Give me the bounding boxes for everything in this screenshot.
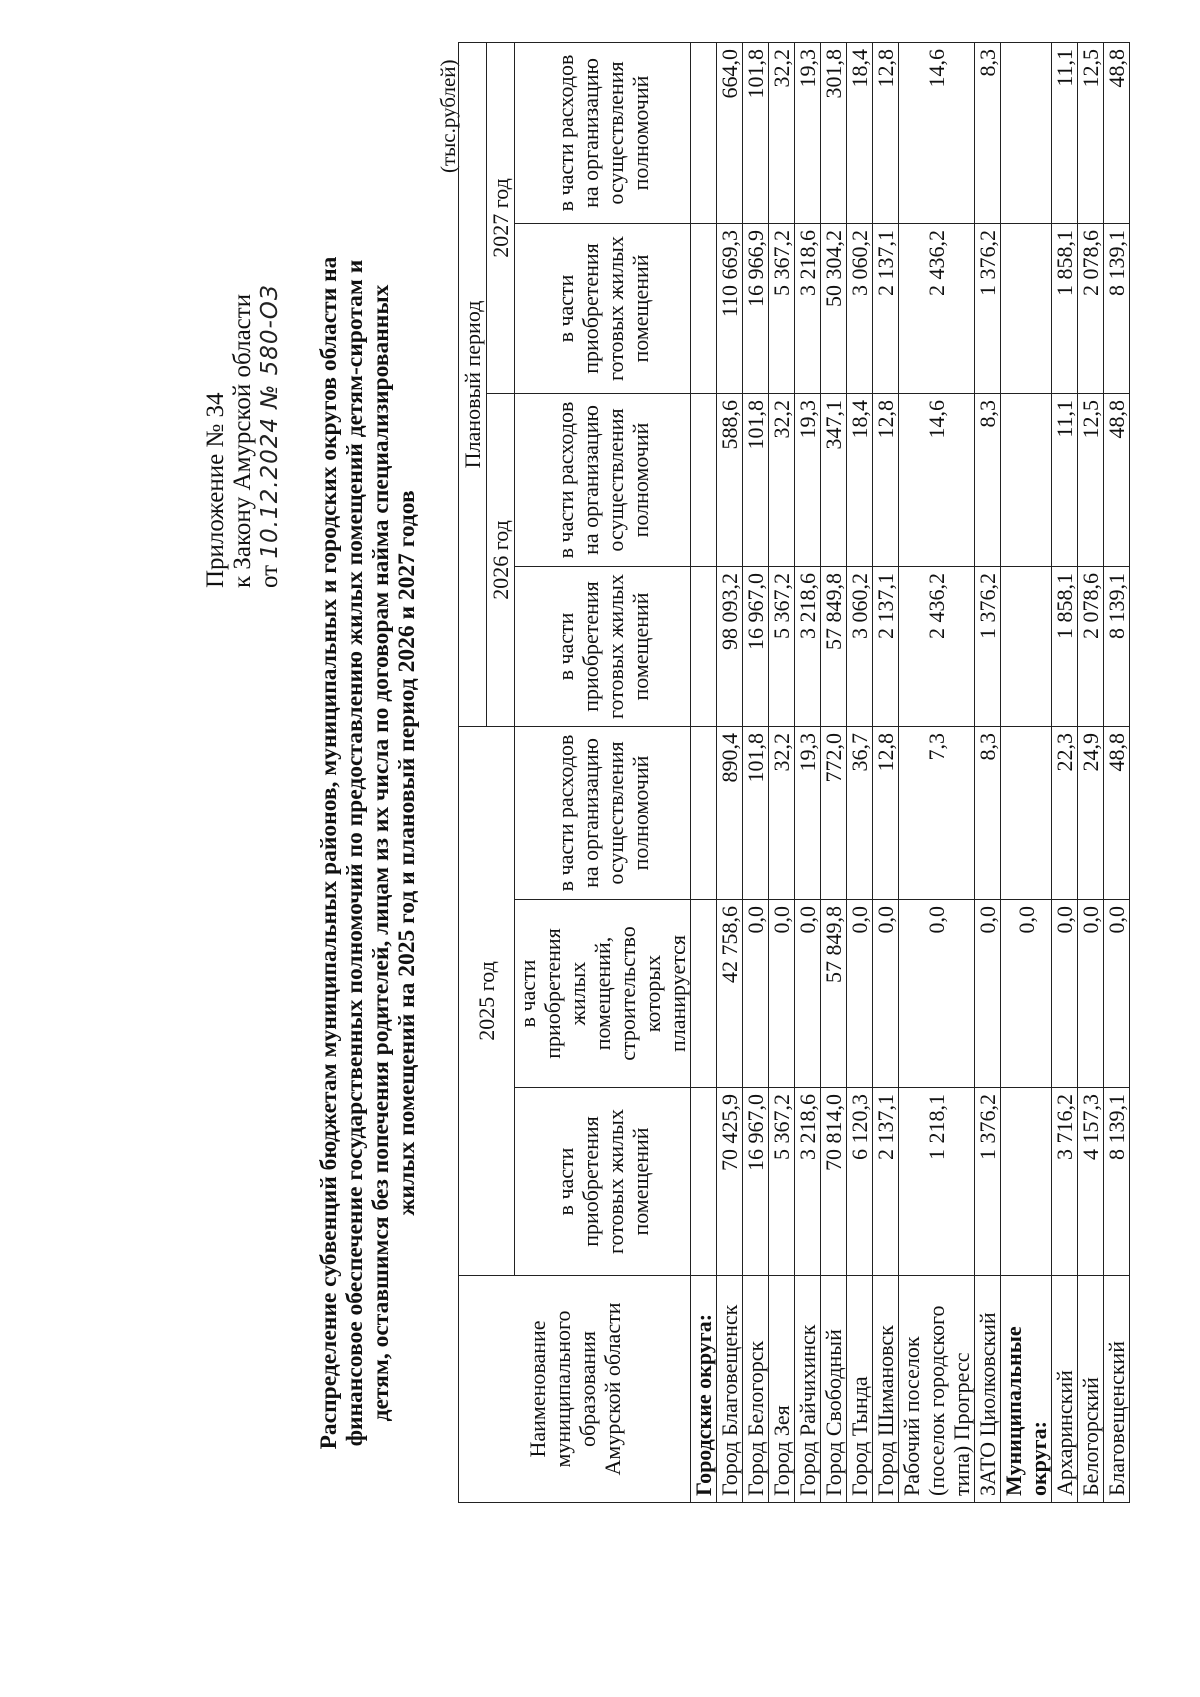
value-cell: 48,8 <box>1104 42 1130 223</box>
value-cell: 12,8 <box>873 726 899 899</box>
handwritten-date-number: 10.12.2024 № 580-ОЗ <box>257 284 283 559</box>
header-2025-organization: в части расходов на организацию осуществления полномочий <box>515 726 691 899</box>
value-cell: 70 814,0 <box>821 1088 847 1276</box>
value-cell: 12,5 <box>1078 393 1104 566</box>
value-cell: 7,3 <box>899 726 975 899</box>
value-cell: 8,3 <box>975 726 1001 899</box>
empty-cell <box>691 1088 717 1276</box>
value-cell: 57 849,8 <box>821 900 847 1088</box>
value-cell: 50 304,2 <box>821 223 847 393</box>
value-cell: 19,3 <box>795 42 821 223</box>
header-year-2027: 2027 год <box>487 42 515 393</box>
group-row <box>1001 42 1052 1502</box>
empty-cell <box>1001 726 1052 899</box>
empty-cell <box>691 42 717 223</box>
header-2025-ready-housing: в части приобретения готовых жилых помещений <box>515 1088 691 1276</box>
municipality-name: Город Шимановск <box>873 1276 899 1503</box>
empty-cell <box>691 223 717 393</box>
municipality-name: Город Райчихинск <box>795 1276 821 1503</box>
value-cell: 18,4 <box>847 42 873 223</box>
value-cell: 36,7 <box>847 726 873 899</box>
municipality-name: Благовещенский <box>1104 1276 1130 1503</box>
value-cell: 48,8 <box>1104 726 1130 899</box>
table-row <box>821 42 847 1502</box>
header-2026-ready-housing: в части приобретения готовых жилых помещений <box>515 566 691 726</box>
municipality-name: Рабочий поселок (поселок городского типа) Прогресс <box>899 1276 975 1503</box>
value-cell: 32,2 <box>769 393 795 566</box>
value-cell: 14,6 <box>899 393 975 566</box>
header-2027-organization: в части расходов на организацию осуществления полномочий <box>515 42 691 223</box>
appendix-date-prefix: от <box>256 564 283 588</box>
value-cell: 4 157,3 <box>1078 1088 1104 1276</box>
value-cell: 0,0 <box>899 900 975 1088</box>
value-cell: 42 758,6 <box>717 900 743 1088</box>
table-row <box>847 42 873 1502</box>
value-cell: 5 367,2 <box>769 1088 795 1276</box>
table-body <box>691 42 1130 1502</box>
value-cell: 11,1 <box>1052 42 1078 223</box>
municipality-name: Город Белогорск <box>743 1276 769 1503</box>
appendix-date <box>256 284 284 588</box>
municipality-name: Архаринский <box>1052 1276 1078 1503</box>
value-cell: 16 967,0 <box>743 566 769 726</box>
value-cell: 588,6 <box>717 393 743 566</box>
value-cell: 19,3 <box>795 726 821 899</box>
value-cell: 301,8 <box>821 42 847 223</box>
value-cell: 16 967,0 <box>743 1088 769 1276</box>
value-cell: 0,0 <box>847 900 873 1088</box>
municipality-name: Город Зея <box>769 1276 795 1503</box>
appendix-law: к Закону Амурской области <box>229 293 256 588</box>
empty-cell <box>691 726 717 899</box>
value-cell: 1 376,2 <box>975 1088 1001 1276</box>
value-cell: 101,8 <box>743 42 769 223</box>
value-cell: 2 137,1 <box>873 1088 899 1276</box>
subventions-table <box>458 42 1130 1503</box>
value-cell: 1 376,2 <box>975 223 1001 393</box>
value-cell: 8 139,1 <box>1104 223 1130 393</box>
value-cell: 48,8 <box>1104 393 1130 566</box>
empty-cell <box>1001 393 1052 566</box>
value-cell: 24,9 <box>1078 726 1104 899</box>
value-cell: 664,0 <box>717 42 743 223</box>
value-cell: 8,3 <box>975 393 1001 566</box>
value-cell: 22,3 <box>1052 726 1078 899</box>
header-2027-ready-housing: в части приобретения готовых жилых помещений <box>515 223 691 393</box>
value-cell: 3 218,6 <box>795 566 821 726</box>
header-municipality: Наименование муниципального образования Амурской области <box>459 1276 691 1503</box>
municipality-name: Город Благовещенск <box>717 1276 743 1503</box>
municipality-name: Город Тында <box>847 1276 873 1503</box>
value-cell: 12,8 <box>873 42 899 223</box>
empty-cell <box>1001 223 1052 393</box>
value-cell: 8,3 <box>975 42 1001 223</box>
header-2025-construction: в части приобретения жилых помещений, строительство которых планируется <box>515 900 691 1088</box>
value-cell: 101,8 <box>743 726 769 899</box>
value-cell: 1 858,1 <box>1052 566 1078 726</box>
value-cell: 2 436,2 <box>899 223 975 393</box>
value-cell: 0,0 <box>1104 900 1130 1088</box>
appendix-header <box>202 284 284 588</box>
value-cell: 347,1 <box>821 393 847 566</box>
value-cell: 2 137,1 <box>873 566 899 726</box>
group-label: Муниципальные округа: <box>1001 1276 1052 1503</box>
value-cell: 110 669,3 <box>717 223 743 393</box>
document-title: Распределение субвенций бюджетам муниципальных районов, муниципальных и городских округов области на финансовое обеспечение государственных полномочий по предоставлению жилых помещений детям-сиротам и детям, оставшимся без попечения родителей, лицам из их числа по договорам найма специализированных жилых помещений на 2025 год и плановый период 2026 и 2027 годов <box>316 256 420 1450</box>
header-2026-organization: в части расходов на организацию осуществления полномочий <box>515 393 691 566</box>
value-cell: 14,6 <box>899 42 975 223</box>
table-row <box>1052 42 1078 1502</box>
group-label: Городские округа: <box>691 1276 717 1503</box>
value-cell: 32,2 <box>769 42 795 223</box>
header-year-2026: 2026 год <box>487 393 515 726</box>
table-row <box>717 42 743 1502</box>
table-row <box>873 42 899 1502</box>
empty-cell <box>691 900 717 1088</box>
value-cell: 8 139,1 <box>1104 566 1130 726</box>
value-cell: 101,8 <box>743 393 769 566</box>
value-cell: 890,4 <box>717 726 743 899</box>
value-cell: 2 078,6 <box>1078 566 1104 726</box>
value-cell: 70 425,9 <box>717 1088 743 1276</box>
municipality-name: Город Свободный <box>821 1276 847 1503</box>
rotated-document <box>40 28 1160 1668</box>
value-cell: 12,8 <box>873 393 899 566</box>
table-row <box>899 42 975 1502</box>
table-row <box>1078 42 1104 1502</box>
value-cell: 3 218,6 <box>795 1088 821 1276</box>
value-cell: 16 966,9 <box>743 223 769 393</box>
value-cell: 18,4 <box>847 393 873 566</box>
value-cell: 32,2 <box>769 726 795 899</box>
value-cell: 2 137,1 <box>873 223 899 393</box>
empty-cell <box>1001 566 1052 726</box>
value-cell: 1 376,2 <box>975 566 1001 726</box>
value-cell: 12,5 <box>1078 42 1104 223</box>
group-value: 0,0 <box>1001 900 1052 1088</box>
value-cell: 5 367,2 <box>769 223 795 393</box>
empty-cell <box>691 566 717 726</box>
table-row <box>975 42 1001 1502</box>
value-cell: 0,0 <box>1078 900 1104 1088</box>
value-cell: 2 078,6 <box>1078 223 1104 393</box>
value-cell: 1 858,1 <box>1052 223 1078 393</box>
table-row <box>743 42 769 1502</box>
value-cell: 98 093,2 <box>717 566 743 726</box>
value-cell: 5 367,2 <box>769 566 795 726</box>
value-cell: 0,0 <box>795 900 821 1088</box>
municipality-name: ЗАТО Циолковский <box>975 1276 1001 1503</box>
value-cell: 3 716,2 <box>1052 1088 1078 1276</box>
value-cell: 3 218,6 <box>795 223 821 393</box>
empty-cell <box>1001 1088 1052 1276</box>
value-cell: 1 218,1 <box>899 1088 975 1276</box>
value-cell: 3 060,2 <box>847 223 873 393</box>
value-cell: 0,0 <box>769 900 795 1088</box>
value-cell: 772,0 <box>821 726 847 899</box>
units-label: (тыс.рублей) <box>436 59 460 173</box>
value-cell: 11,1 <box>1052 393 1078 566</box>
empty-cell <box>691 393 717 566</box>
header-planned-period: Плановый период <box>459 42 487 726</box>
value-cell: 0,0 <box>743 900 769 1088</box>
header-year-2025: 2025 год <box>459 726 515 1275</box>
value-cell: 57 849,8 <box>821 566 847 726</box>
group-row <box>691 42 717 1502</box>
value-cell: 3 060,2 <box>847 566 873 726</box>
municipality-name: Белогорский <box>1078 1276 1104 1503</box>
appendix-number: Приложение № 34 <box>202 392 229 588</box>
table-row <box>795 42 821 1502</box>
value-cell: 0,0 <box>1052 900 1078 1088</box>
empty-cell <box>1001 42 1052 223</box>
value-cell: 0,0 <box>873 900 899 1088</box>
value-cell: 0,0 <box>975 900 1001 1088</box>
value-cell: 19,3 <box>795 393 821 566</box>
value-cell: 2 436,2 <box>899 566 975 726</box>
table-row <box>769 42 795 1502</box>
value-cell: 6 120,3 <box>847 1088 873 1276</box>
table-row <box>1104 42 1130 1502</box>
value-cell: 8 139,1 <box>1104 1088 1130 1276</box>
